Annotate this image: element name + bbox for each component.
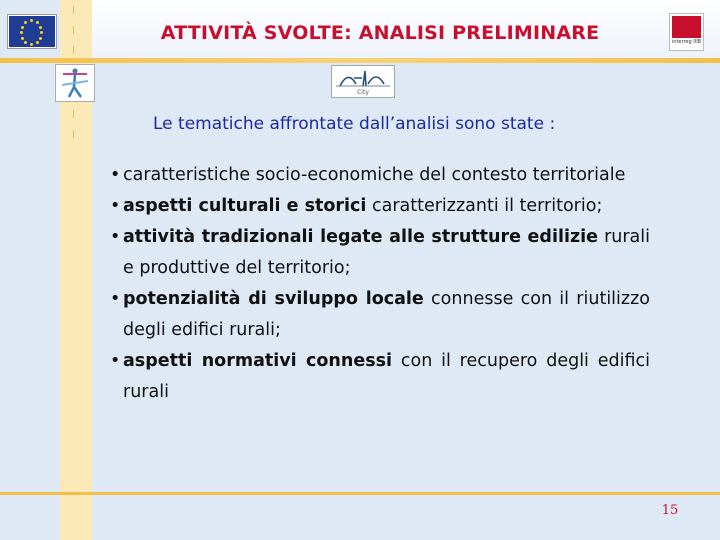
item-text: rurali e produttive del territorio; <box>123 227 650 278</box>
footer-rule <box>0 492 720 495</box>
item-bold-text: aspetti normativi connessi <box>123 351 393 371</box>
list-item <box>110 191 650 222</box>
item-bold-text: potenzialità di sviluppo locale <box>123 289 424 309</box>
list-item <box>110 284 650 346</box>
item-bold-text: aspetti culturali e storici <box>123 196 367 216</box>
strip-tick <box>73 26 74 34</box>
bullet-icon: • <box>110 289 121 309</box>
ad-city-logo-icon <box>331 65 395 98</box>
item-text: caratteristiche socio-economiche del contesto territoriale <box>123 165 626 185</box>
slide-title: ATTIVITÀ SVOLTE: ANALISI PRELIMINARE <box>160 22 600 44</box>
bullet-icon: • <box>110 351 121 371</box>
bullet-list <box>110 160 650 408</box>
item-bold-text: attività tradizionali legate alle strutture edilizie <box>123 227 598 247</box>
interreg-logo-icon <box>669 13 704 51</box>
bullet-icon: • <box>110 165 121 185</box>
strip-tick <box>73 130 74 138</box>
strip-tick <box>73 46 74 54</box>
bullet-icon: • <box>110 196 121 216</box>
item-text: con il recupero degli edifici rurali <box>123 351 650 402</box>
header-rule <box>0 58 720 63</box>
bullet-icon: • <box>110 227 121 247</box>
list-item <box>110 346 650 408</box>
eu-flag-icon <box>8 15 56 48</box>
logo-caption: City <box>357 89 369 96</box>
list-item <box>110 160 650 191</box>
list-item <box>110 222 650 284</box>
item-text: connesse con il riutilizzo degli edifici rurali; <box>123 289 650 340</box>
strip-tick <box>73 110 74 118</box>
strip-tick <box>73 6 74 14</box>
figure-logo-icon <box>55 64 95 102</box>
item-text: caratterizzanti il territorio; <box>366 196 603 216</box>
logo-caption: interreg IIIB <box>671 39 702 45</box>
section-subtitle: Le tematiche affrontate dall’analisi sono state : <box>153 114 556 134</box>
page-number: 15 <box>661 503 679 518</box>
logo-red-block <box>672 16 701 38</box>
